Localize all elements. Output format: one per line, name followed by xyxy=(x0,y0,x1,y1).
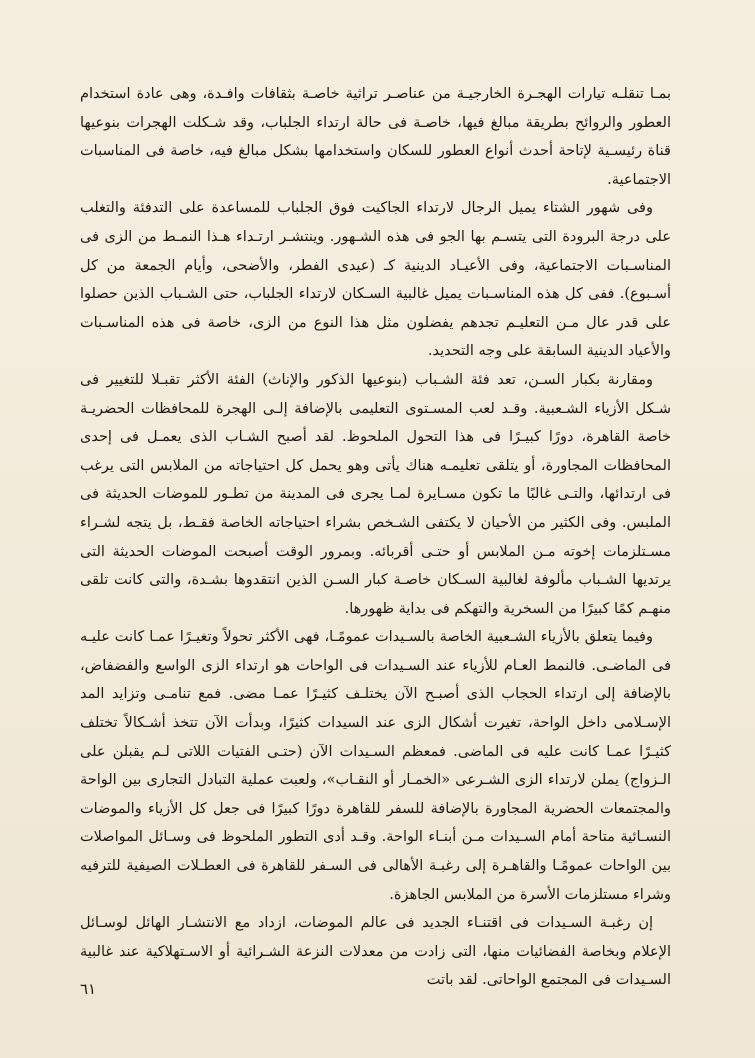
paragraph-4: وفيما يتعلق بالأزياء الشـعبية الخاصة بالسـيدات عمومًـا، فهى الأكثر تحولاً وتغيـرًا عمـا كانت عليـه فى الماضـى. فالنمط العـام للأزياء عند السـيدات فى الواحات هو ارتداء الزى الواسع والفضفاض، بالإضافة إلى ارتداء الحجاب الذى أصبـح الآن يختلـف كثيـرًا عمـا مضى. فمع تنامـى وتزايد المد الإسـلامى داخل الواحة، تغيرت أشكال الزى عند السيدات كثيرًا، وبدأت الآن تتخذ أشـكالاً تختلف كثيـرًا عمـا كانت عليه فى الماضى. فمعظم السـيدات الآن (حتـى الفتيات اللاتى لـم يقبلن على الـزواج) يملن لارتداء الزى الشـرعى «الخمـار أو النقـاب»، ولعبت عملية التبادل التجارى بين الواحة والمجتمعات الحضرية المجاورة بالإضافة للسفر للقاهرة دورًا كبيرًا فى جعل كل الأزياء والموضات النسـائية متاحة أمام السـيدات مـن أبنـاء الواحة. وقـد أدى التطور الملحوظ فى وسـائل المواصلات بين الواحات عمومًـا والقاهـرة إلى رغبـة الأهالى فى السـفر للقاهرة فى العطـلات الصيفية للترفيه وشراء مستلزمات الأسرة من الملابس الجاهزة. xyxy=(80,629,671,903)
page-number: ٦١ xyxy=(80,980,97,998)
paragraph-1: بمـا تنقلـه تيارات الهجـرة الخارجيـة من عناصـر تراثية خاصـة بثقافات وافـدة، وهى عادة استخدام العطور والروائح بطريقة مبالغ فيها، خاصـة فى حالة ارتداء الجلباب، وقد شـكلت الهجرات بنوعيها قناة رئيسـية لإتاحة أحدث أنواع العطور للسكان واستخدامها بشكل مبالغ فيه، خاصة فى المناسبات الاجتماعية. xyxy=(80,86,671,188)
paragraph-2: وفى شهور الشتاء يميل الرجال لارتداء الجاكيت فوق الجلباب للمساعدة على التدفئة والتغلب على درجة البرودة التى يتسـم بها الجو فى هذه الشـهور. وينتشـر ارتـداء هـذا النمـط من الزى فى المناسـبات الاجتماعية، وفى الأعيـاد الدينية كـ (عيدى الفطر، والأضحى، وأيام الجمعة من كل أسـبوع). ففى كل هذه المناسـبات يميل غالبية السـكان لارتداء الجلباب، حتى الشـباب الذين حصلوا على قدر عال مـن التعليـم تجدهم يفضلون مثل هذا النوع من الزى، خاصة فى هذه المناسـبات والأعياد الدينية السابقة على وجه التحديد. xyxy=(80,200,671,360)
paragraph-3: ومقارنة بكبار السـن، تعد فئة الشـباب (بنوعيها الذكور والإناث) الفئة الأكثر تقبـلا للتغيير فى شـكل الأزياء الشـعبية. وقـد لعب المسـتوى التعليمى بالإضافة إلـى الهجرة للمحافظات الحضريـة خاصة القاهرة، دورًا كبيـرًا فى هذا التحول الملحوظ. لقد أصبح الشـاب الذى يعمـل فى إحدى المحافظات المجاورة، أو يتلقى تعليمـه هناك يأتى وهو يحمل كل احتياجاته من الملابس التى يرغب فى ارتدائها، والتـى غالبًا ما تكون مسـايرة لمـا يجرى فى المدينة من تطـور للموضات الحديثة فى الملبس. وفى الكثير من الأحيان لا يكتفى الشـخص بشراء احتياجاته الخاصة فقـط، بل يتجه لشـراء مسـتلزمات إخوته مـن الملابس أو حتـى أقربائه. وبمرور الوقت أصبحت الموضات الحديثة التى يرتديها الشـباب مألوفة لغالبية السـكان خاصـة كبار السـن الذين انتقدوها بشـدة، والتى كانت تلقى منهـم كمًا كبيرًا من السخرية والتهكم فى بداية ظهورها. xyxy=(80,371,671,617)
paragraph-5: إن رغبـة السـيدات فى اقتنـاء الجديد فى عالم الموضات، ازداد مع الانتشـار الهائل لوسـائل الإعلام وبخاصة الفضائيات منها، التى زادت من معدلات النزعة الشـرائية أو الاسـتهلاكية عند غالبية السـيدات فى المجتمع الواحاتى. لقد باتت xyxy=(80,915,671,989)
body-text xyxy=(80,80,671,995)
